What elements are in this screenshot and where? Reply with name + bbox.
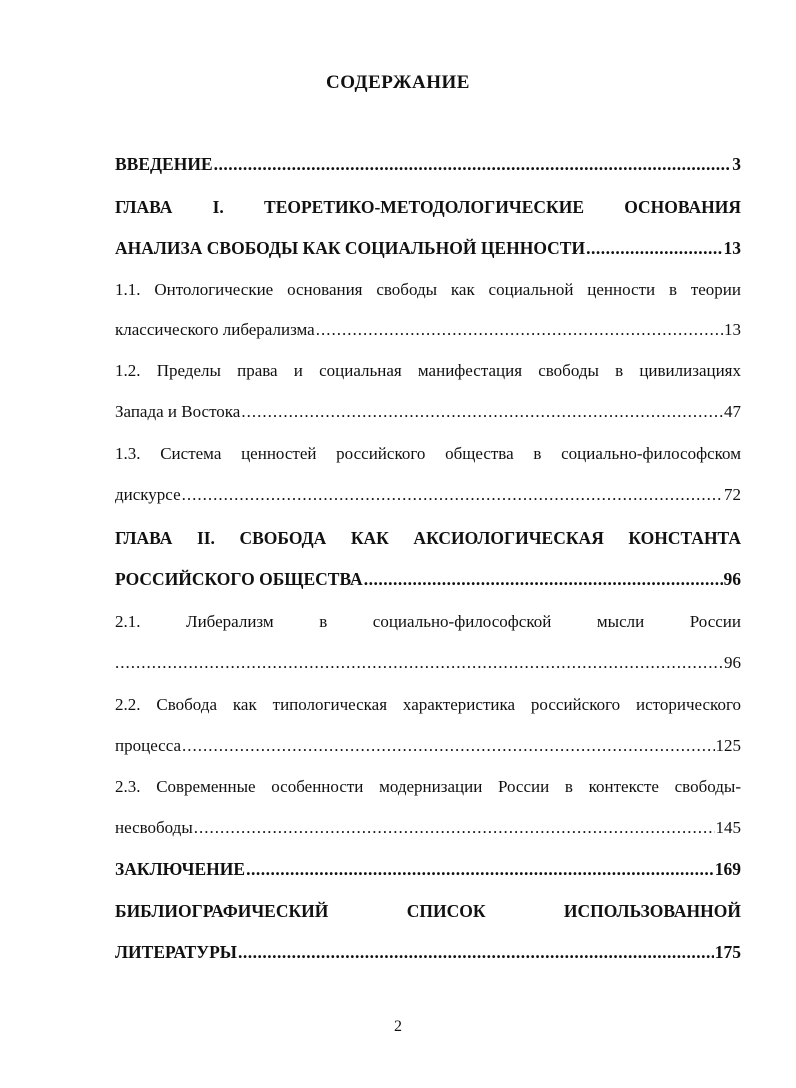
toc-page-number: 169	[714, 859, 741, 879]
toc-word: Либерализм	[186, 612, 274, 631]
toc-entry-section-1-2-line1[interactable]	[115, 359, 741, 383]
toc-entry-conclusion[interactable]	[115, 857, 741, 881]
toc-entry-title: ЛИТЕРАТУРЫ	[115, 942, 237, 962]
toc-entry-section-1-1-line1[interactable]	[115, 278, 741, 302]
dot-leader	[316, 318, 723, 342]
toc-page-number: 3	[732, 154, 741, 174]
toc-entry-title: классического либерализма	[115, 320, 315, 339]
toc-page-number: 145	[715, 818, 741, 837]
dot-leader	[241, 400, 723, 424]
dot-leader	[364, 567, 723, 591]
toc-entry-title: 1.3. Система ценностей российского общества в социально-философском	[115, 444, 741, 463]
toc-word: мысли	[596, 612, 645, 631]
toc-page-number: 175	[714, 942, 741, 962]
toc-entry-section-1-3-line1[interactable]	[115, 442, 741, 466]
toc-entry-bibliography-line1[interactable]	[115, 899, 741, 923]
toc-entry-title: 1.2. Пределы права и социальная манифестация свободы в цивилизациях	[115, 361, 741, 380]
toc-entry-title: ВВЕДЕНИЕ	[115, 154, 213, 174]
toc-entry-chapter1-line2[interactable]	[115, 236, 741, 260]
toc-entry-section-2-2-line1[interactable]	[115, 693, 741, 717]
toc-entry-title: ГЛАВА II. СВОБОДА КАК АКСИОЛОГИЧЕСКАЯ КОНСТАНТА	[115, 528, 741, 548]
toc-entry-section-2-3-line1[interactable]	[115, 775, 741, 799]
toc-entry-title: дискурсе	[115, 485, 181, 504]
page-title: СОДЕРЖАНИЕ	[326, 72, 470, 93]
toc-word: ИСПОЛЬЗОВАННОЙ	[563, 901, 741, 921]
toc-entry-chapter2-line1[interactable]	[115, 526, 741, 550]
toc-entry-bibliography-line2[interactable]	[115, 940, 741, 964]
toc-word: социально-философской	[372, 612, 552, 631]
toc-page-number: 13	[723, 238, 741, 258]
toc-word: I.	[212, 197, 224, 217]
dot-leader	[115, 651, 723, 675]
toc-word: ТЕОРЕТИКО-МЕТОДОЛОГИЧЕСКИЕ	[264, 197, 584, 217]
toc-word: 2.1.	[115, 612, 141, 631]
toc-word: России	[689, 612, 741, 631]
toc-entry-section-1-1-line2[interactable]	[115, 318, 741, 342]
toc-entry-title: ЗАКЛЮЧЕНИЕ	[115, 859, 246, 879]
toc-entry-section-2-2-line2[interactable]	[115, 734, 741, 758]
toc-word: БИБЛИОГРАФИЧЕСКИЙ	[115, 901, 329, 921]
dot-leader	[182, 483, 723, 507]
toc-word: в	[319, 612, 328, 631]
dot-leader	[194, 816, 715, 840]
toc-page-number: 96	[724, 653, 741, 672]
toc-entry-section-2-3-line2[interactable]	[115, 816, 741, 840]
dot-leader	[246, 857, 714, 881]
toc-entry-title: РОССИЙСКОГО ОБЩЕСТВА	[115, 569, 363, 589]
toc-entry-title: несвободы	[115, 818, 193, 837]
toc-entry-chapter1-line1[interactable]	[115, 195, 741, 219]
toc-entry-title: Запада и Востока	[115, 402, 241, 421]
dot-leader	[238, 940, 714, 964]
toc-entry-title: процесса	[115, 736, 182, 755]
toc-entry-section-2-1-line2[interactable]	[115, 651, 741, 675]
toc-entry-title: 2.3. Современные особенности модернизации России в контексте свободы-	[115, 777, 741, 796]
toc-page-number: 125	[715, 736, 741, 755]
toc-word: СПИСОК	[406, 901, 486, 921]
toc-entry-section-2-1-line1[interactable]	[115, 610, 741, 634]
toc-page-number: 96	[723, 569, 741, 589]
toc-entry-chapter2-line2[interactable]	[115, 567, 741, 591]
toc-page-number: 47	[724, 402, 741, 421]
toc-entry-title: 1.1. Онтологические основания свободы как социальной ценности в теории	[115, 280, 741, 299]
toc-word: ГЛАВА	[115, 197, 173, 217]
toc-page-number: 72	[724, 485, 741, 504]
dot-leader	[182, 734, 714, 758]
dot-leader	[214, 152, 732, 176]
page-number: 2	[394, 1018, 402, 1035]
toc-entry-section-1-2-line2[interactable]	[115, 400, 741, 424]
dot-leader	[586, 236, 722, 260]
toc-entry-title: АНАЛИЗА СВОБОДЫ КАК СОЦИАЛЬНОЙ ЦЕННОСТИ	[115, 238, 586, 258]
toc-entry-title: 2.2. Свобода как типологическая характеристика российского исторического	[115, 695, 741, 714]
toc-page-number: 13	[724, 320, 741, 339]
toc-entry-intro[interactable]	[115, 152, 741, 176]
toc-word: ОСНОВАНИЯ	[624, 197, 741, 217]
toc-entry-section-1-3-line2[interactable]	[115, 483, 741, 507]
